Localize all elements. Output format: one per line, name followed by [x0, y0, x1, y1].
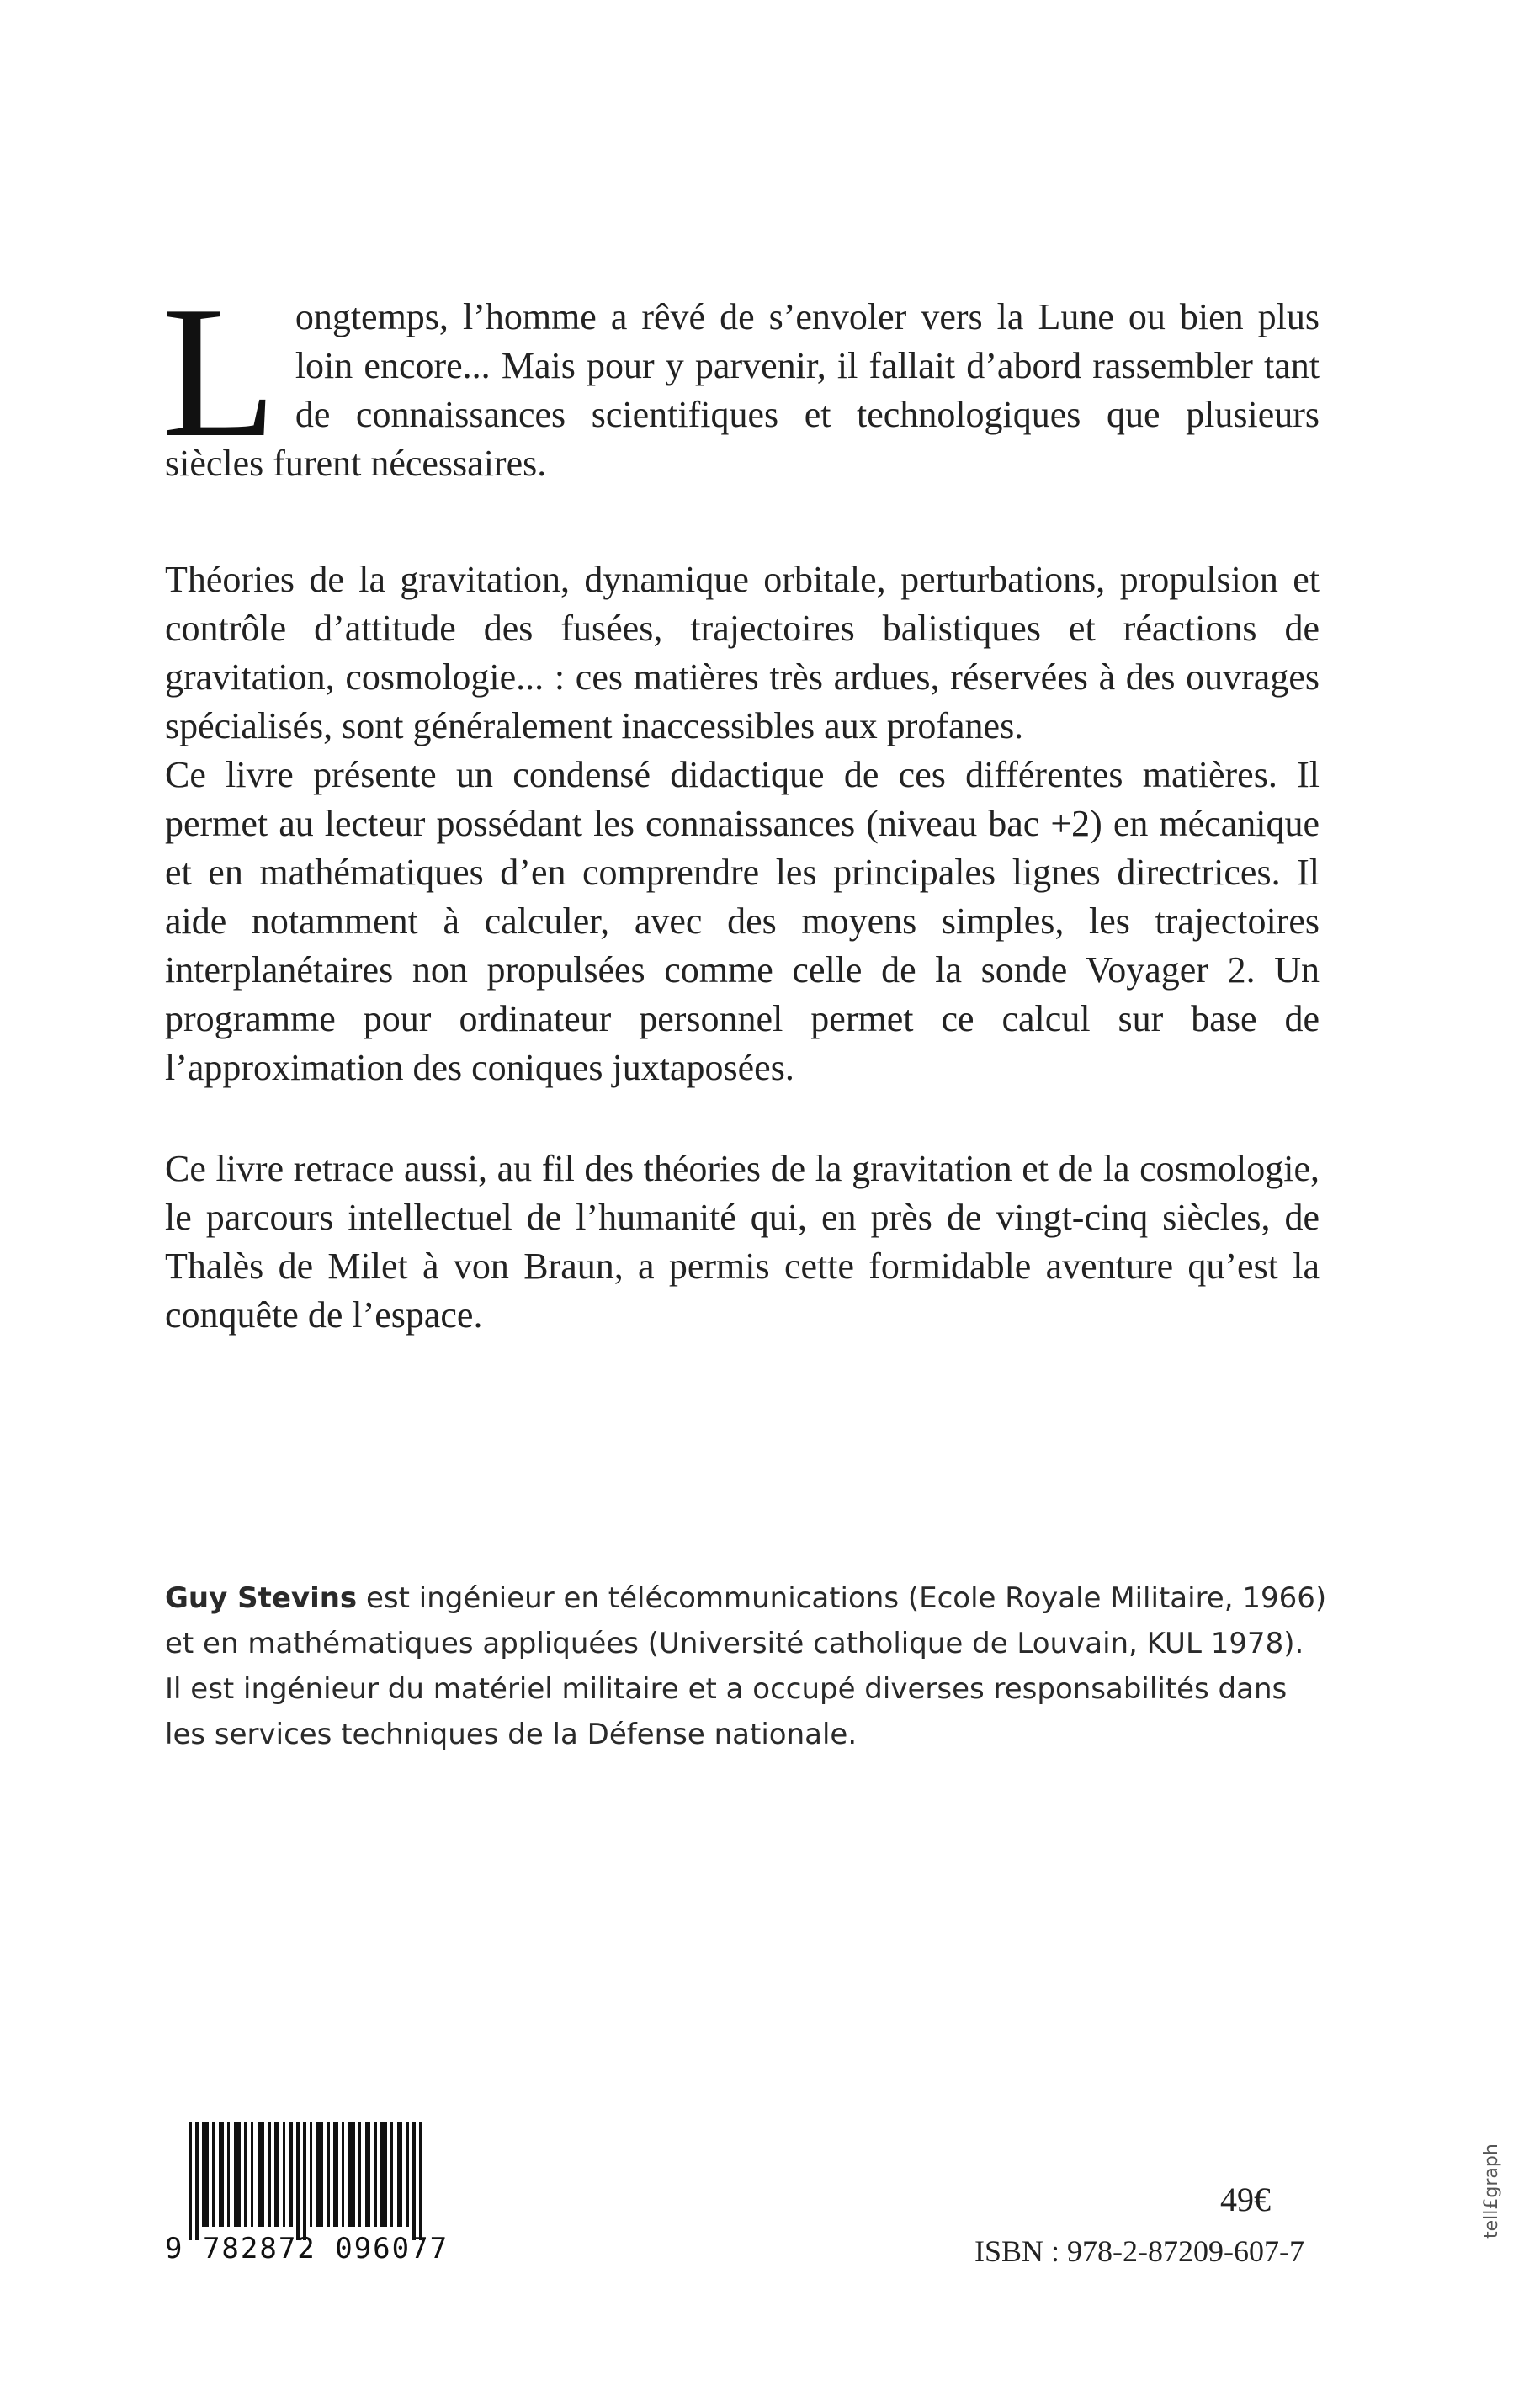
history-paragraph — [165, 1145, 1320, 1340]
barcode-bars — [165, 2122, 443, 2240]
author-bio-2: Il est ingénieur du matériel militaire et a occupé diverses responsabilités dans les services techniques de la Défense nationale. — [165, 1672, 1288, 1751]
intro-text: ongtemps, l’homme a rêvé de s’envoler vers la Lune ou bien plus loin encore... Mais pour y parvenir, il fallait d’abord rassembler tant de connaissances scientifiques et technologiques que plusieurs siècles furent nécessaires. — [165, 296, 1320, 484]
author-bio — [165, 1575, 1335, 1757]
description-text-2: Ce livre présente un condensé didactique de ces différentes matières. Il permet au lecteur possédant les connaissances (niveau bac +2) en mécanique et en mathématiques d’en comprendre les principales lignes directrices. Il aide notamment à calculer, avec des moyens simples, les trajectoires interplanétaires non propulsées comme celle de la sonde Voyager 2. Un programme pour ordinateur personnel permet ce calcul sur base de l’approximation des coniques juxtaposées. — [165, 754, 1320, 1088]
drop-cap: L — [162, 268, 277, 476]
price: 49€ — [1220, 2180, 1271, 2218]
barcode — [165, 2122, 449, 2274]
author-name: Guy Stevins — [165, 1581, 358, 1615]
isbn: ISBN : 978-2-87209-607-7 — [974, 2234, 1304, 2268]
publisher-credit: tell£graph — [1481, 2143, 1502, 2239]
description-text-1: Théories de la gravitation, dynamique orbitale, perturbations, propulsion et contrôle d’attitude des fusées, trajectoires balistiques et réactions de gravitation, cosmologie... : ces matières très ardues, réservées à des ouvrages spécialisés, sont généralement inaccessibles aux profanes. — [165, 559, 1320, 746]
author-bio-1: est ingénieur en télécommunications (Ecole Royale Militaire, 1966) et en mathématiques appliquées (Université catholique de Louvain, KUL 1978). — [165, 1581, 1327, 1660]
description-paragraph — [165, 555, 1320, 1092]
intro-paragraph — [162, 268, 1320, 488]
history-text: Ce livre retrace aussi, au fil des théories de la gravitation et de la cosmologie, le parcours intellectuel de l’humanité qui, en près de vingt-cinq siècles, de Thalès de Milet à von Braun, a permis cette formidable aventure qu’est la conquête de l’espace. — [165, 1148, 1320, 1336]
barcode-digits: 9 782872 096077 — [165, 2232, 449, 2265]
